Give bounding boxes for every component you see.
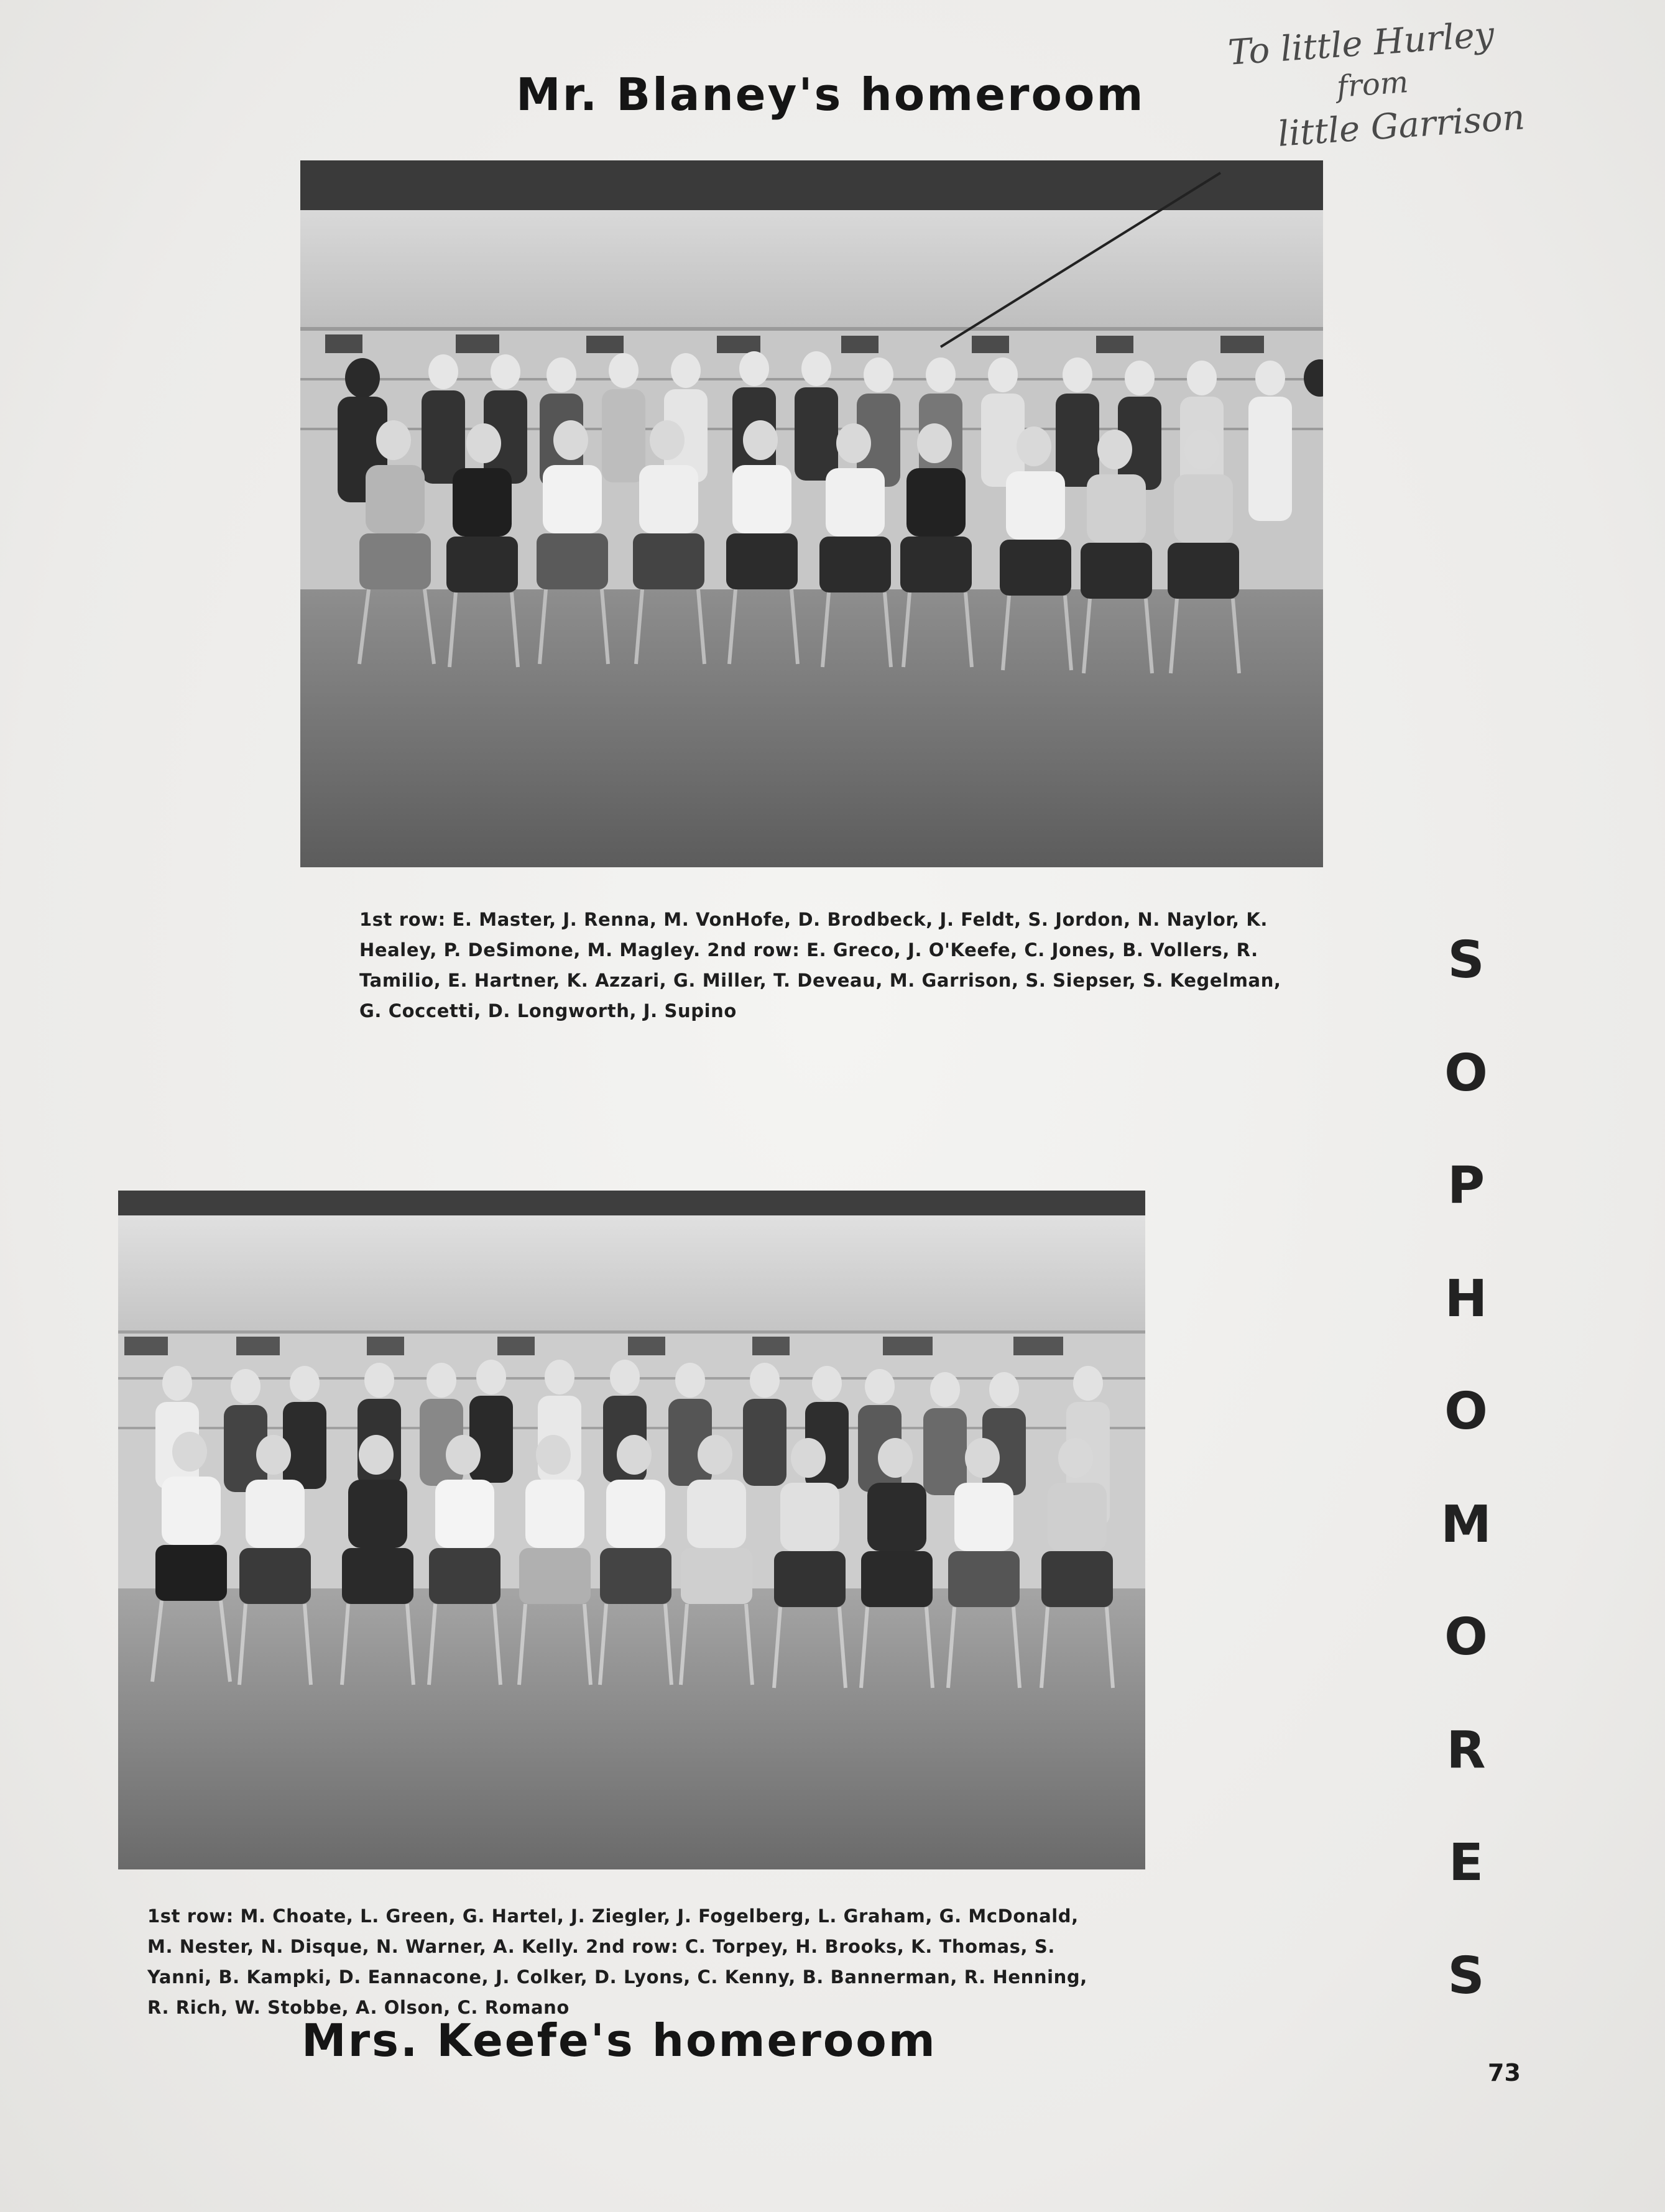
bottom-class-photo [118,1191,1145,1869]
sophomores-vertical-label [1435,929,1497,2058]
handwritten-inscription-line-3: little Garrison [1276,97,1526,155]
bottom-photo-caption [147,1901,1087,2023]
bottom-class-photo-illustration [118,1191,1145,1869]
vertical-letter: E [1448,1833,1483,1892]
caption-line: Tamilio, E. Hartner, K. Azzari, G. Miller, T. Deveau, M. Garrison, S. Siepser, S. Kegelman, [359,970,1281,991]
top-class-photo [300,160,1323,867]
vertical-letter: H [1444,1269,1488,1329]
caption-line: M. Nester, N. Disque, N. Warner, A. Kelly. 2nd row: C. Torpey, H. Brooks, K. Thomas, S. [147,1936,1055,1957]
caption-line: 1st row: M. Choate, L. Green, G. Hartel, J. Ziegler, J. Fogelberg, L. Graham, G. McDonald, [147,1906,1079,1927]
page-number: 73 [1488,2059,1521,2086]
caption-line: G. Coccetti, D. Longworth, J. Supino [359,1000,737,1021]
handwritten-inscription-line-1: To little Hurley [1227,14,1496,73]
vertical-letter: P [1447,1156,1485,1215]
handwritten-inscription-line-2: from [1335,65,1409,104]
caption-line: Yanni, B. Kampki, D. Eannacone, J. Colker, D. Lyons, C. Kenny, B. Bannerman, R. Henning, [147,1966,1087,1988]
caption-line: Healey, P. DeSimone, M. Magley. 2nd row: E. Greco, J. O'Keefe, C. Jones, B. Vollers, R. [359,939,1258,961]
top-homeroom-title: Mr. Blaney's homeroom [516,68,1145,121]
top-photo-caption [359,905,1281,1026]
vertical-letter: M [1441,1495,1492,1554]
bottom-homeroom-title: Mrs. Keefe's homeroom [302,2014,937,2067]
vertical-letter: S [1447,931,1485,990]
vertical-letter: O [1444,1608,1488,1667]
caption-line: 1st row: E. Master, J. Renna, M. VonHofe, D. Brodbeck, J. Feldt, S. Jordon, N. Naylor, K. [359,909,1268,930]
caption-line: R. Rich, W. Stobbe, A. Olson, C. Romano [147,1997,570,2018]
vertical-letter: R [1446,1720,1486,1780]
vertical-letter: S [1447,1946,1485,2006]
vertical-letter: O [1444,1043,1488,1103]
top-class-photo-illustration [300,160,1323,867]
vertical-letter: O [1444,1382,1488,1441]
